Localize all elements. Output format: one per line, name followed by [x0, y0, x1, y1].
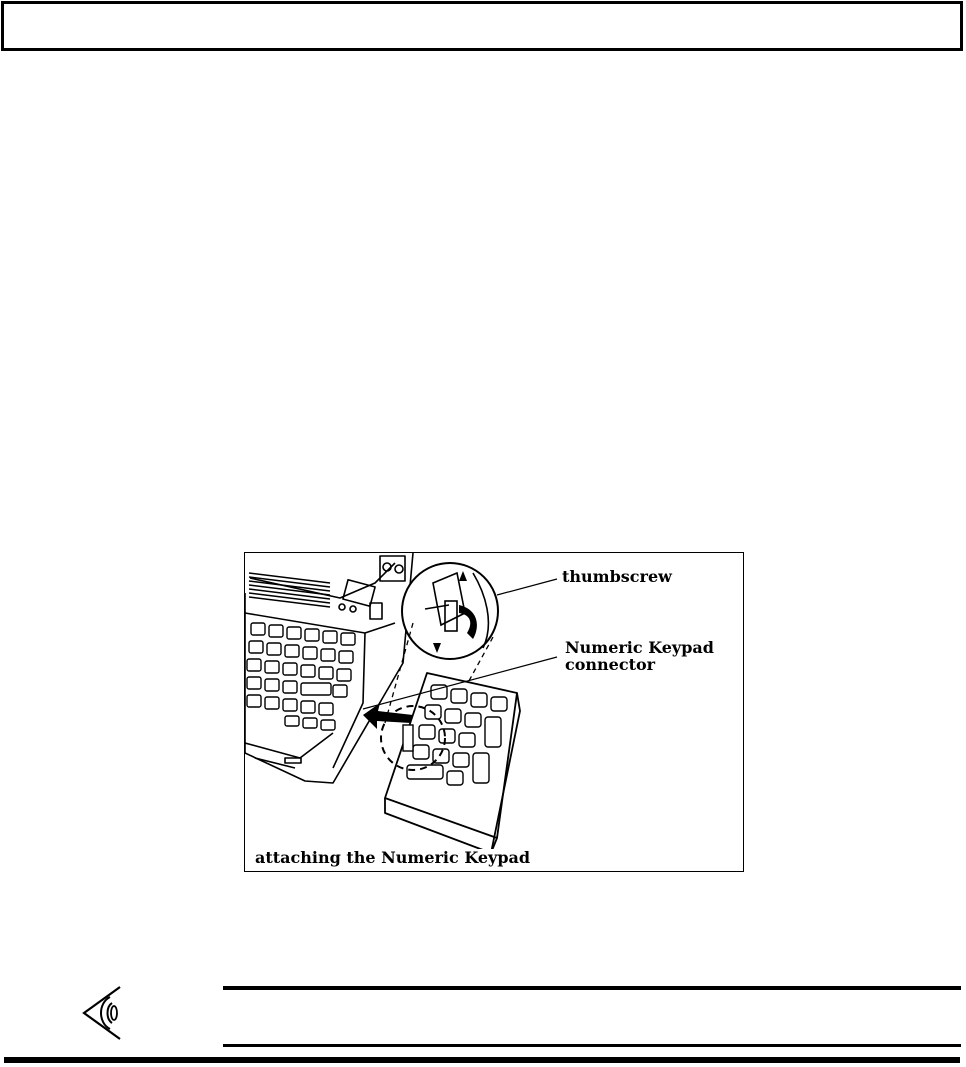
note-text: [230, 998, 950, 1034]
thumbscrew-label: thumbscrew: [562, 567, 672, 586]
keypad-illustration: [245, 553, 743, 871]
note-rule-top: [223, 986, 961, 990]
header-box: [1, 1, 963, 51]
figure-caption: attaching the Numeric Keypad: [255, 848, 531, 867]
keypad-connector-label: Numeric Keypad connector: [565, 638, 714, 674]
note-rule-bottom: [223, 1044, 961, 1047]
eye-icon: [80, 985, 128, 1041]
figure-attaching-keypad: [244, 552, 744, 872]
page-bottom-rule: [4, 1057, 960, 1063]
